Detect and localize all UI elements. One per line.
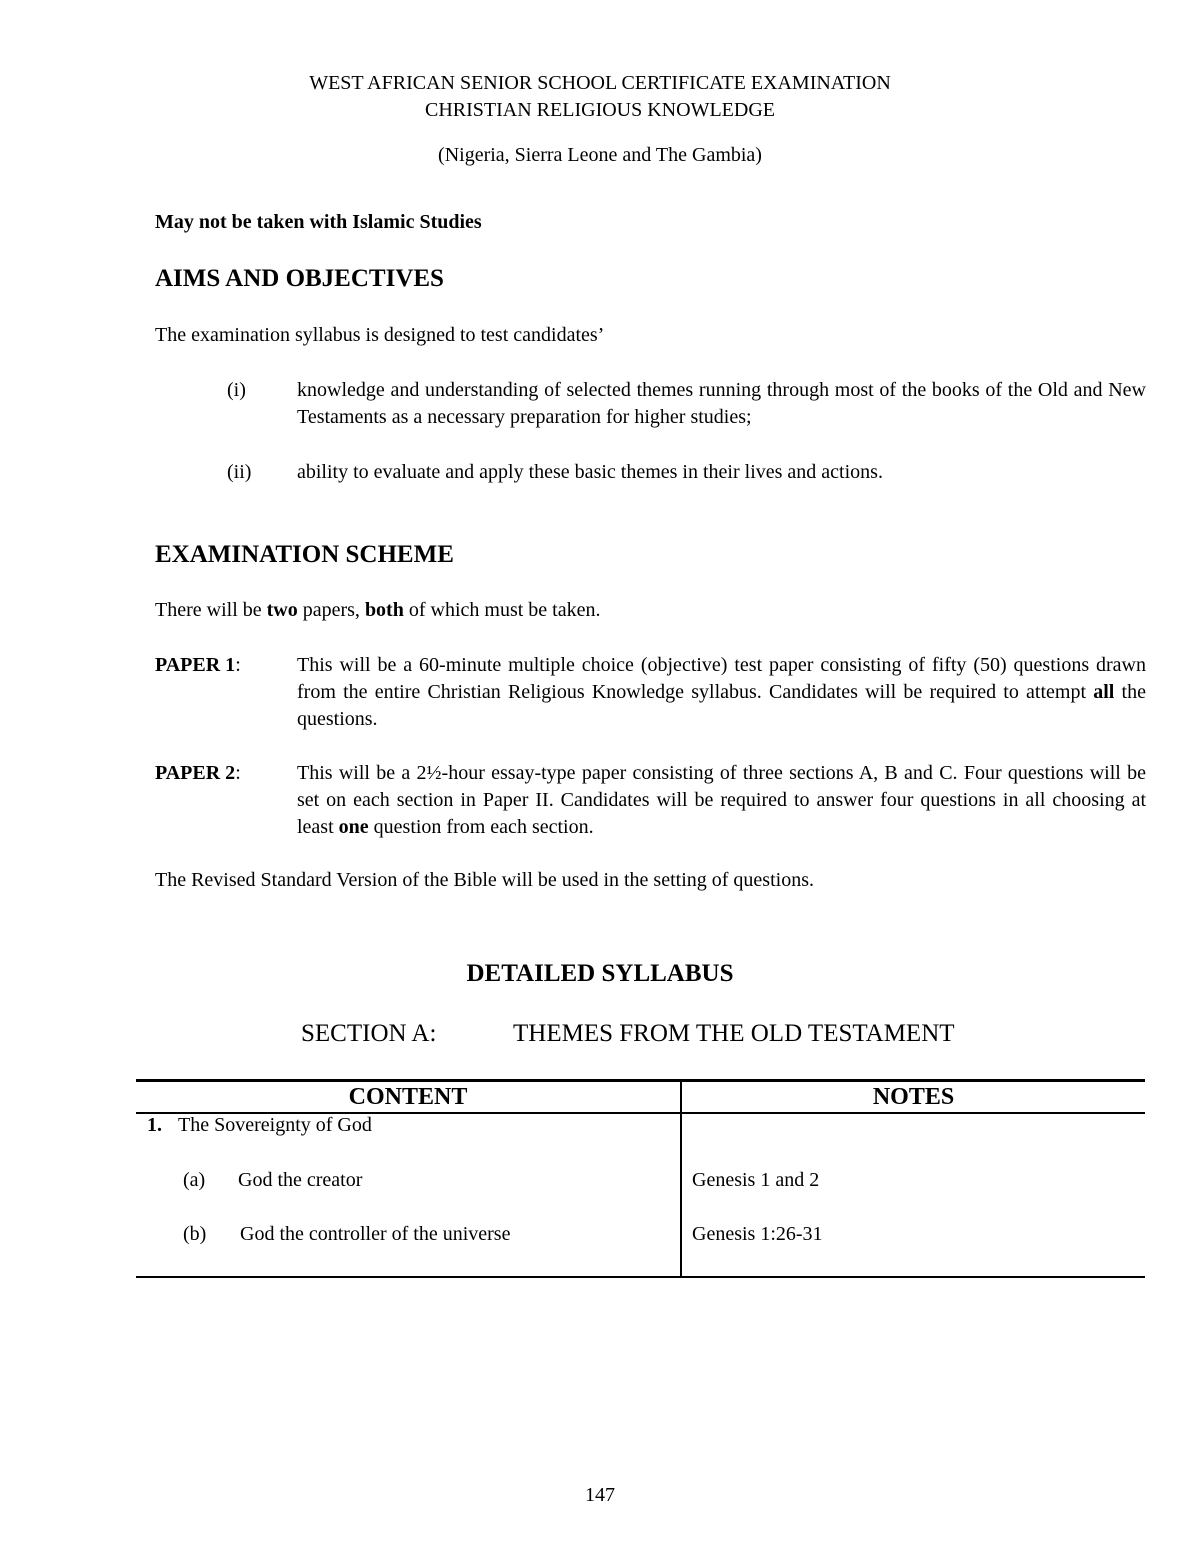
subitem-text: God the controller of the universe	[240, 1223, 511, 1245]
intro-text: There will be	[155, 599, 267, 621]
paper-label-colon: :	[235, 762, 241, 784]
subitem-letter: (a)	[183, 1169, 206, 1191]
note-reference: Genesis 1:26-31	[692, 1223, 823, 1245]
syllabus-table	[136, 1079, 1145, 1278]
intro-emphasis: two	[266, 599, 298, 621]
content-cell	[136, 1113, 681, 1277]
paper-label-colon: :	[235, 654, 241, 676]
topic-number: 1.	[147, 1114, 162, 1136]
section-label: SECTION A:	[301, 1020, 437, 1047]
paper-text: This will be a 60-minute multiple choice (objective) test paper consisting of fifty (50) questions drawn from the entire Christian Religious Knowledge syllabus. Candidates will be required to attempt	[297, 654, 1146, 703]
notes-cell	[681, 1113, 1145, 1277]
paper1-label	[155, 652, 241, 679]
subitem-letter: (b)	[183, 1223, 207, 1245]
intro-text: papers,	[297, 599, 365, 621]
paper2-label	[155, 760, 241, 787]
aims-heading: AIMS AND OBJECTIVES	[155, 265, 444, 292]
subitem-text: God the creator	[238, 1169, 363, 1191]
paper-text: This will be a 2½-hour essay-type paper consisting of three sections A, B and C. Four questions will be set on each section in Paper II. Candidates will be required to answer four questions in all choosing at least	[297, 762, 1146, 838]
section-title: THEMES FROM THE OLD TESTAMENT	[513, 1020, 955, 1047]
aim-number: (i)	[227, 379, 246, 401]
table-row	[136, 1113, 1145, 1277]
countries-note: (Nigeria, Sierra Leone and The Gambia)	[438, 144, 762, 166]
table-header-row	[136, 1081, 1145, 1114]
paper1-description	[297, 652, 1146, 733]
paper2-description	[297, 760, 1146, 841]
paper-label-text: PAPER 1	[155, 654, 236, 676]
aims-intro: The examination syllabus is designed to test candidates’	[155, 324, 605, 346]
bible-version-note: The Revised Standard Version of the Bible will be used in the setting of questions.	[155, 869, 814, 891]
paper-text: the questions.	[297, 681, 1146, 730]
subject-title: CHRISTIAN RELIGIOUS KNOWLEDGE	[425, 99, 775, 121]
paper-label-text: PAPER 2	[155, 762, 236, 784]
restriction-note: May not be taken with Islamic Studies	[155, 211, 482, 233]
paper-emphasis: one	[338, 816, 369, 838]
page-number: 147	[585, 1484, 615, 1506]
syllabus-heading: DETAILED SYLLABUS	[466, 960, 734, 987]
content-column-header: CONTENT	[136, 1081, 681, 1114]
aim-text: knowledge and understanding of selected themes running through most of the books of the Old and New Testaments as a necessary preparation for higher studies;	[297, 379, 1146, 428]
paper-text: question from each section.	[368, 816, 594, 838]
scheme-heading: EXAMINATION SCHEME	[155, 541, 454, 568]
scheme-intro	[155, 599, 600, 622]
intro-text: of which must be taken.	[403, 599, 601, 621]
topic-title: The Sovereignty of God	[178, 1114, 372, 1136]
intro-emphasis: both	[364, 599, 404, 621]
note-reference: Genesis 1 and 2	[692, 1169, 820, 1191]
aim-number: (ii)	[227, 461, 252, 483]
aim-text: ability to evaluate and apply these basic themes in their lives and actions.	[297, 461, 883, 483]
notes-column-header: NOTES	[681, 1081, 1145, 1114]
exam-title: WEST AFRICAN SENIOR SCHOOL CERTIFICATE EXAMINATION	[309, 72, 891, 94]
paper-emphasis: all	[1093, 681, 1115, 703]
